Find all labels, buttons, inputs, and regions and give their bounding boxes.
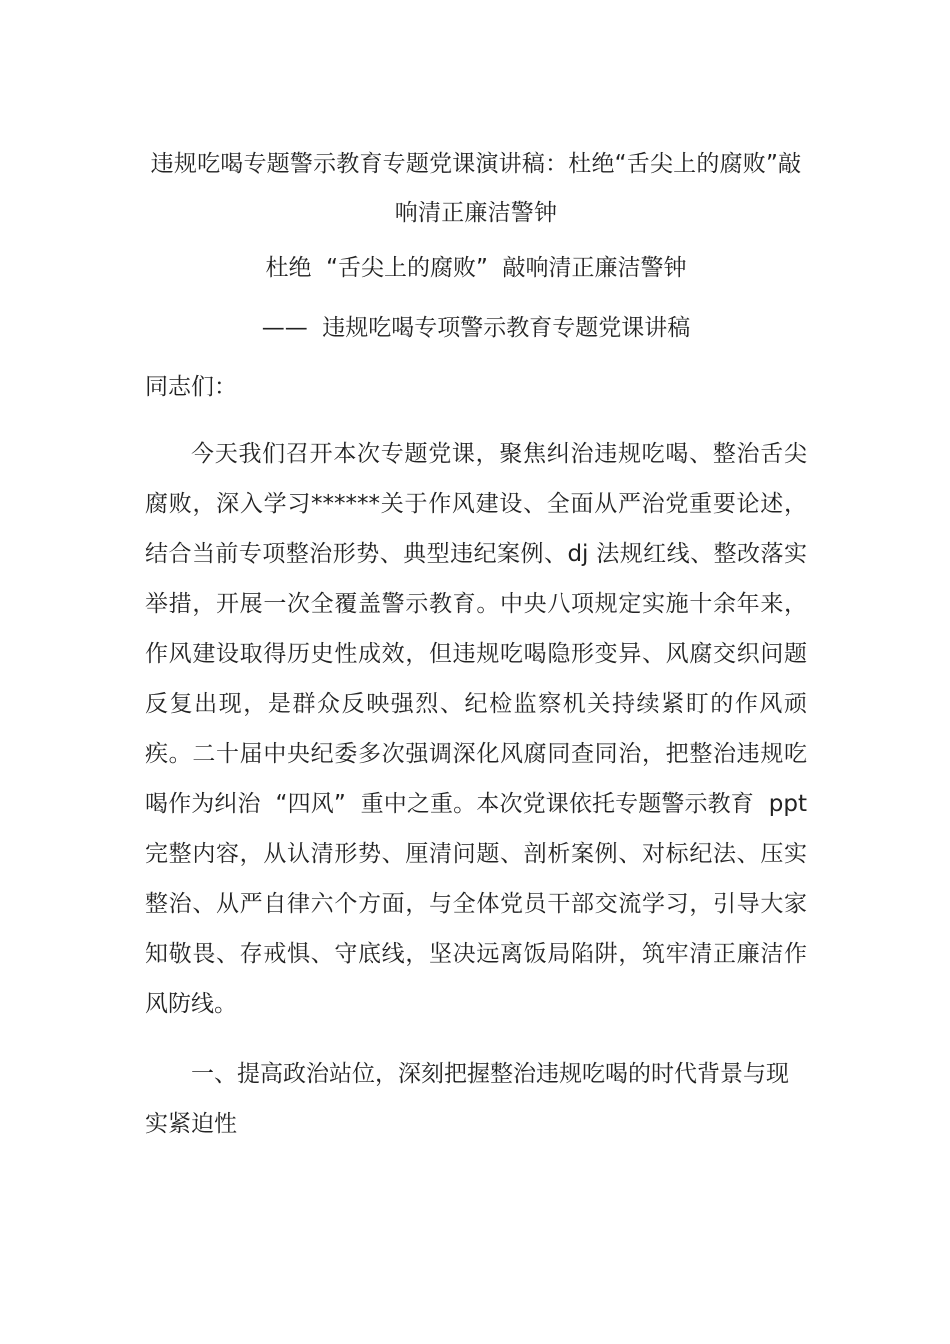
section-heading-one: 一、提高政治站位，深刻把握整治违规吃喝的时代背景与现实紧迫性 [145, 1061, 789, 1137]
document-subtitle: 杜绝 “舌尖上的腐败” 敲响清正廉洁警钟 [265, 255, 687, 281]
document-title: 违规吃喝专题警示教育专题党课演讲稿：杜绝“舌尖上的腐败”敲响清正廉洁警钟 [150, 151, 802, 226]
document-byline: —— 违规吃喝专项警示教育专题党课讲稿 [261, 315, 691, 341]
intro-paragraph: 今天我们召开本次专题党课，聚焦纠治违规吃喝、整治舌尖腐败，深入学习******关于作风建设、全面从严治党重要论述，结合当前专项整治形势、典型违纪案例、dj 法规红线、整改落实举措，开展一次全覆盖警示教育。中央八项规定实施十余年来，作风建设取得历史性成效，但违规吃喝隐形变异、风腐交织问题反复出现，是群众反映强烈、纪检监察机关持续紧盯的作风顽疾。二十届中央纪委多次强调深化风腐同查同治，把整治违规吃喝作为纠治 “四风” 重中之重。本次党课依托专题警示教育 ppt 完整内容，从认清形势、厘清问题、剖析案例、对标纪法、压实整治、从严自律六个方面，与全体党员干部交流学习，引导大家知敬畏、存戒惧、守底线，坚决远离饭局陷阱，筑牢清正廉洁作风防线。 [145, 441, 822, 1017]
document-body [145, 140, 822, 1149]
salutation: 同志们： [145, 374, 237, 400]
